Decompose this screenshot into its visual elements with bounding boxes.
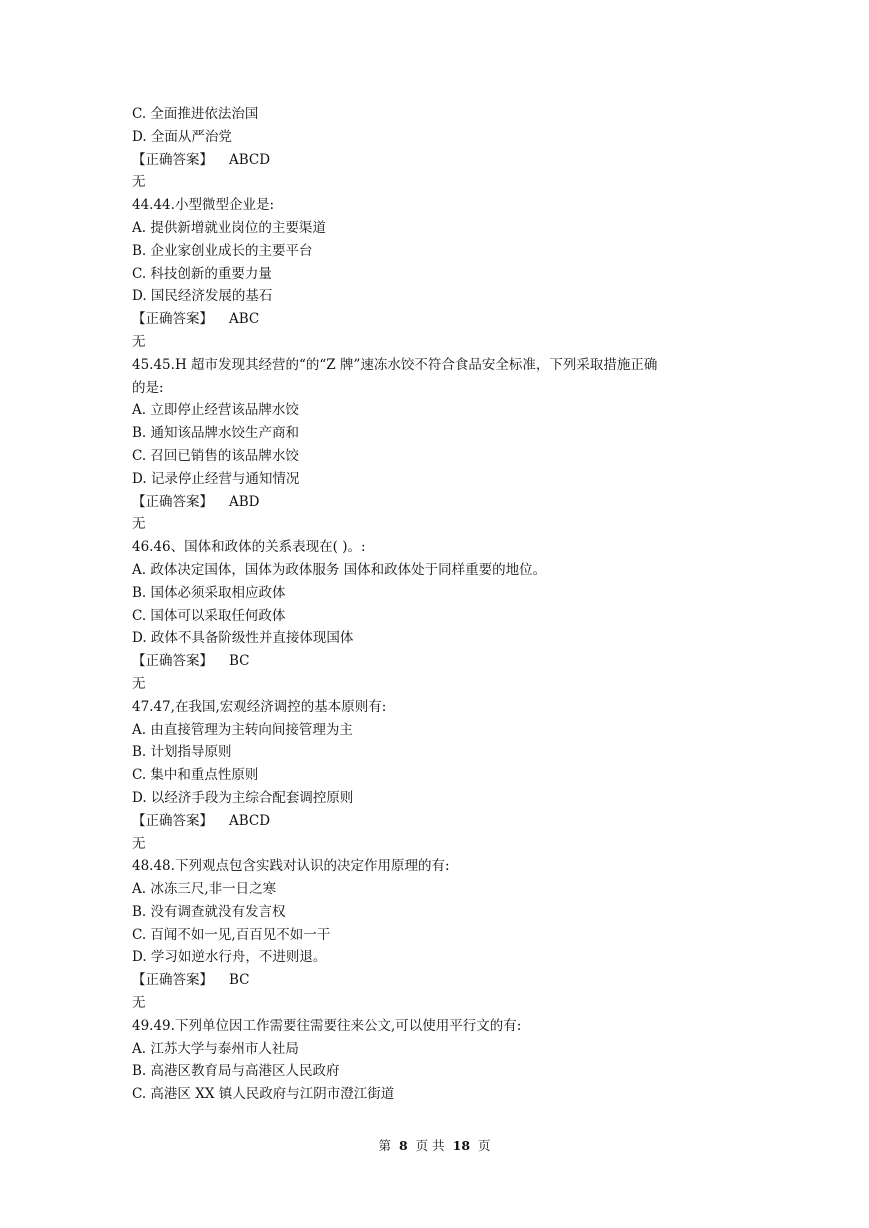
question-text: 44.44.小型微型企业是: [132,197,274,214]
answer-option: A. 政体决定国体，国体为政体服务 国体和政体处于同样重要的地位。 [132,561,547,578]
correct-answer-label: 【正确答案】 [132,653,213,670]
answer-option: A. 江苏大学与泰州市人社局 [132,1040,299,1057]
answer-option: D. 以经济手段为主综合配套调控原则 [132,789,354,806]
answer-option: A. 由直接管理为主转向间接管理为主 [132,721,353,738]
correct-answer-value: ABD [229,493,260,510]
answer-option: D. 学习如逆水行舟，不进则退。 [132,949,327,966]
correct-answer-line [132,810,752,833]
correct-answer-value: ABCD [229,151,271,168]
answer-note: 无 [132,675,146,692]
correct-answer-value: BC [229,972,250,989]
answer-option: B. 通知该品牌水饺生产商和 [132,425,300,442]
answer-option: C. 召回已销售的该品牌水饺 [132,447,299,464]
answer-note: 无 [132,835,146,852]
correct-answer-label: 【正确答案】 [132,151,213,168]
document-body [132,103,752,1106]
question-text: 的是: [132,379,164,396]
question-text: 45.45.H 超市发现其经营的“的“Z 牌”速冻水饺不符合食品安全标准，下列采取措施正确 [132,356,658,373]
question-text: 46.46、国体和政体的关系表现在( )。: [132,539,366,556]
correct-answer-value: BC [229,653,250,670]
answer-option: A. 提供新增就业岗位的主要渠道 [132,219,326,236]
answer-note: 无 [132,333,146,350]
footer-prefix: 第 [378,1138,391,1153]
answer-option: C. 集中和重点性原则 [132,767,259,784]
footer-suffix: 页 [478,1138,491,1153]
answer-option: D. 全面从严治党 [132,128,232,145]
answer-option: B. 企业家创业成长的主要平台 [132,242,313,259]
answer-note: 无 [132,995,146,1012]
answer-option: A. 冰冻三尺,非一日之寒 [132,881,277,898]
correct-answer-line [132,149,752,172]
answer-note: 无 [132,174,146,191]
answer-option: C. 高港区 XX 镇人民政府与江阴市澄江街道 [132,1086,395,1103]
answer-option: C. 国体可以采取任何政体 [132,607,286,624]
correct-answer-value: ABCD [229,812,271,829]
correct-answer-line [132,969,752,992]
answer-option: B. 计划指导原则 [132,744,232,761]
correct-answer-line [132,491,752,514]
answer-option: C. 百闻不如一见,百百见不如一干 [132,926,331,943]
correct-answer-value: ABC [229,311,260,328]
correct-answer-label: 【正确答案】 [132,972,213,989]
answer-option: C. 全面推进依法治国 [132,106,259,122]
correct-answer-line [132,650,752,673]
answer-note: 无 [132,516,146,533]
correct-answer-label: 【正确答案】 [132,812,213,829]
answer-option: D. 国民经济发展的基石 [132,288,273,305]
answer-option: A. 立即停止经营该品牌水饺 [132,402,299,419]
footer-middle: 页 共 [415,1138,445,1153]
answer-option: D. 政体不具备阶级性并直接体现国体 [132,630,354,647]
answer-option: B. 高港区教育局与高港区人民政府 [132,1063,340,1080]
current-page-number: 8 [398,1138,408,1153]
answer-option: B. 没有调查就没有发言权 [132,903,286,920]
question-text: 47.47,在我国,宏观经济调控的基本原则有: [132,698,387,715]
total-page-count: 18 [452,1138,471,1153]
answer-option: D. 记录停止经营与通知情况 [132,470,300,487]
correct-answer-line [132,308,752,331]
question-text: 49.49.下列单位因工作需要往需要往来公文,可以使用平行文的有: [132,1017,522,1034]
correct-answer-label: 【正确答案】 [132,493,213,510]
correct-answer-label: 【正确答案】 [132,311,213,328]
answer-option: C. 科技创新的重要力量 [132,265,272,282]
question-text: 48.48.下列观点包含实践对认识的决定作用原理的有: [132,858,450,875]
page-footer [0,1136,869,1154]
answer-option: B. 国体必须采取相应政体 [132,584,286,601]
